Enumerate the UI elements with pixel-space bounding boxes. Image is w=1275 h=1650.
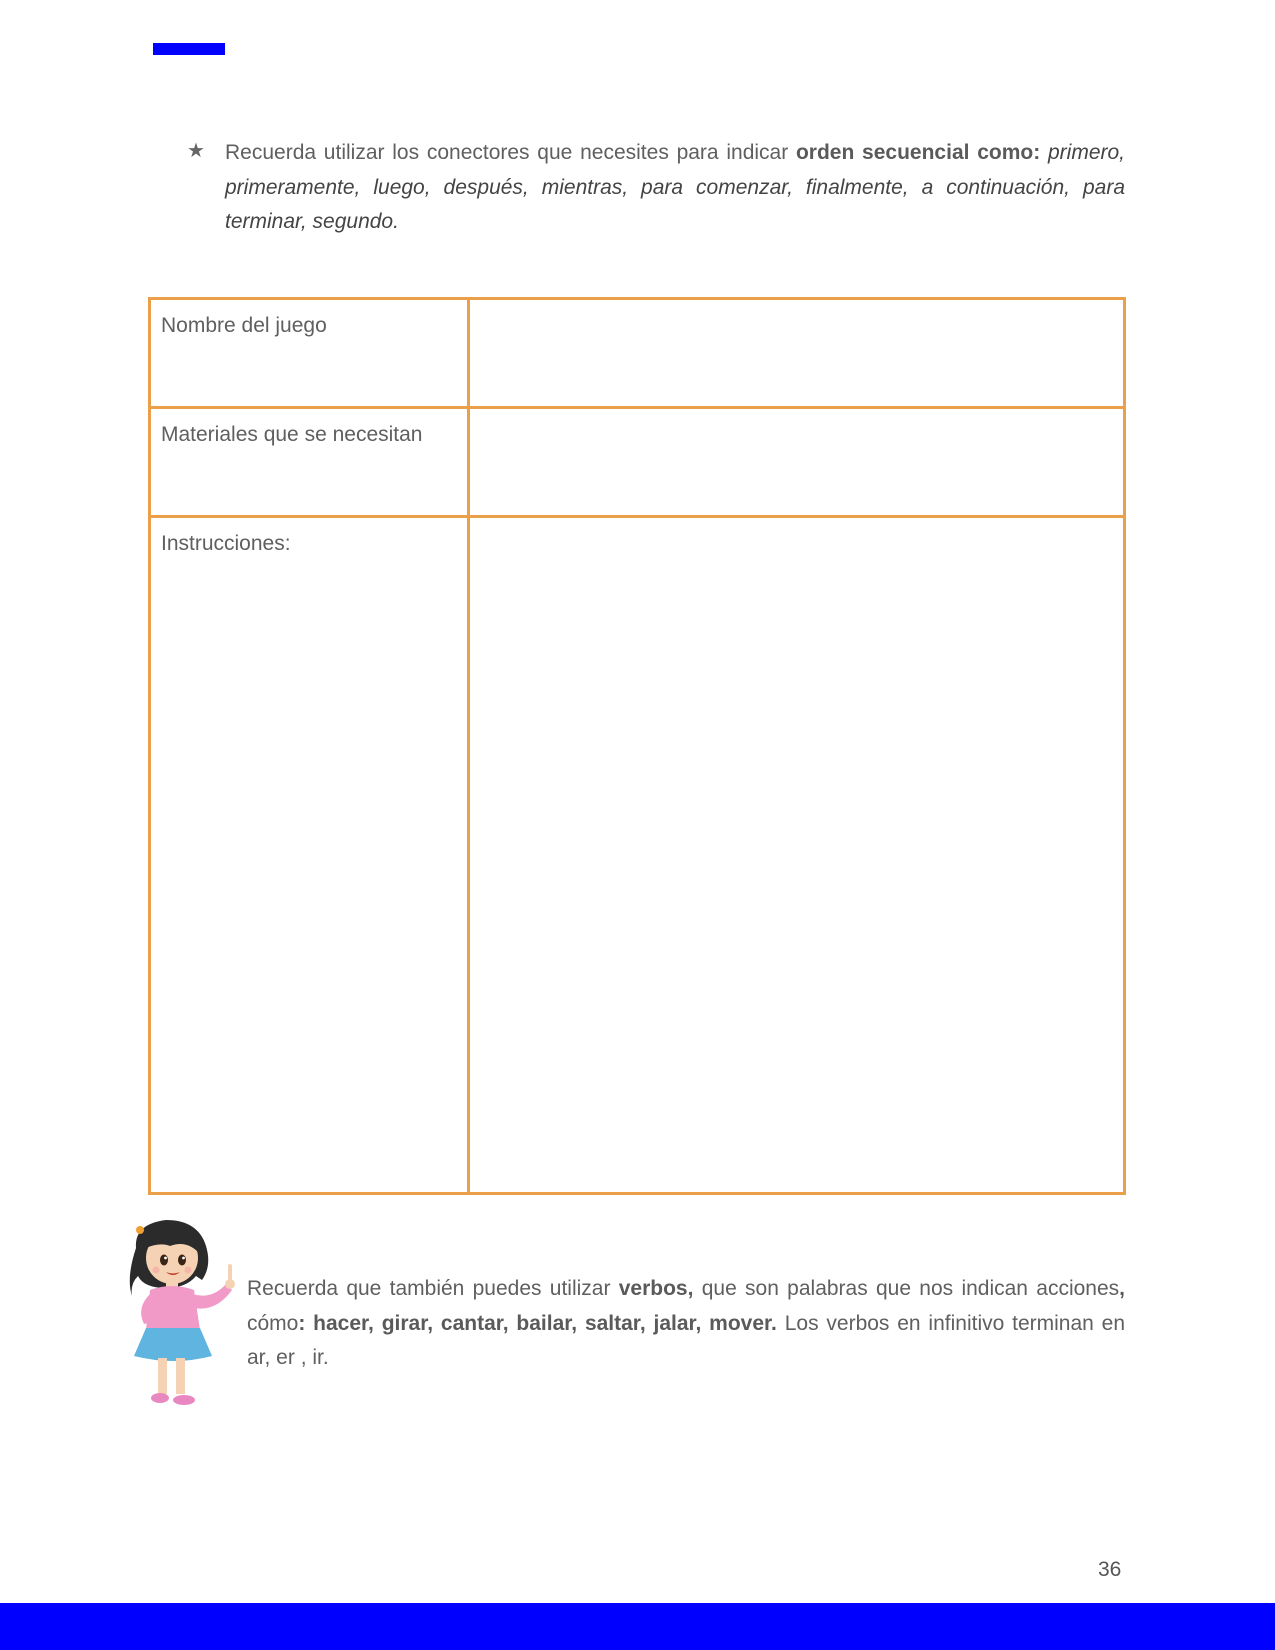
connectors-tip-text — [225, 136, 1125, 240]
note-bold-verb-list: : hacer, girar, cantar, bailar, saltar, jalar, mover. — [298, 1311, 777, 1335]
instructions-field[interactable] — [469, 517, 1125, 1194]
materials-label-cell — [150, 408, 469, 517]
tip-examples: primero, primeramente, luego, después, mientras, para comenzar, finalmente, a continuación, para terminar, segundo. — [225, 141, 1126, 233]
header-accent-bar — [153, 43, 225, 55]
page-number: 36 — [1098, 1558, 1122, 1581]
materials-label: Materiales que se necesitan — [161, 423, 423, 446]
table-row — [150, 299, 1125, 408]
table-row — [150, 517, 1125, 1194]
instructions-label-cell — [150, 517, 469, 1194]
note-part1: Recuerda que también puedes utilizar — [247, 1277, 619, 1300]
verbs-note — [247, 1272, 1125, 1376]
game-form-table — [148, 297, 1126, 1195]
note-bold-verbos: verbos, — [618, 1277, 694, 1300]
note-bold-comma: , — [1119, 1277, 1125, 1300]
game-name-field[interactable] — [469, 299, 1125, 408]
table-row — [150, 408, 1125, 517]
footer-accent-bar — [0, 1603, 1275, 1650]
note-part4: Los verbos en infinitivo terminan en ar, er , ir. — [247, 1311, 1125, 1369]
game-name-label: Nombre del juego — [161, 314, 327, 337]
connectors-tip — [187, 136, 1125, 240]
note-part3: cómo — [247, 1311, 299, 1335]
game-name-label-cell — [150, 299, 469, 408]
girl-pointing-illustration — [126, 1218, 246, 1410]
tip-intro: Recuerda utilizar los conectores que necesites para indicar — [225, 141, 796, 164]
materials-field[interactable] — [469, 408, 1125, 517]
note-part2: que son palabras que nos indican acciones — [693, 1277, 1120, 1300]
tip-bold: orden secuencial como: — [795, 141, 1041, 164]
instructions-label: Instrucciones: — [161, 532, 291, 555]
star-icon: ★ — [187, 140, 205, 162]
